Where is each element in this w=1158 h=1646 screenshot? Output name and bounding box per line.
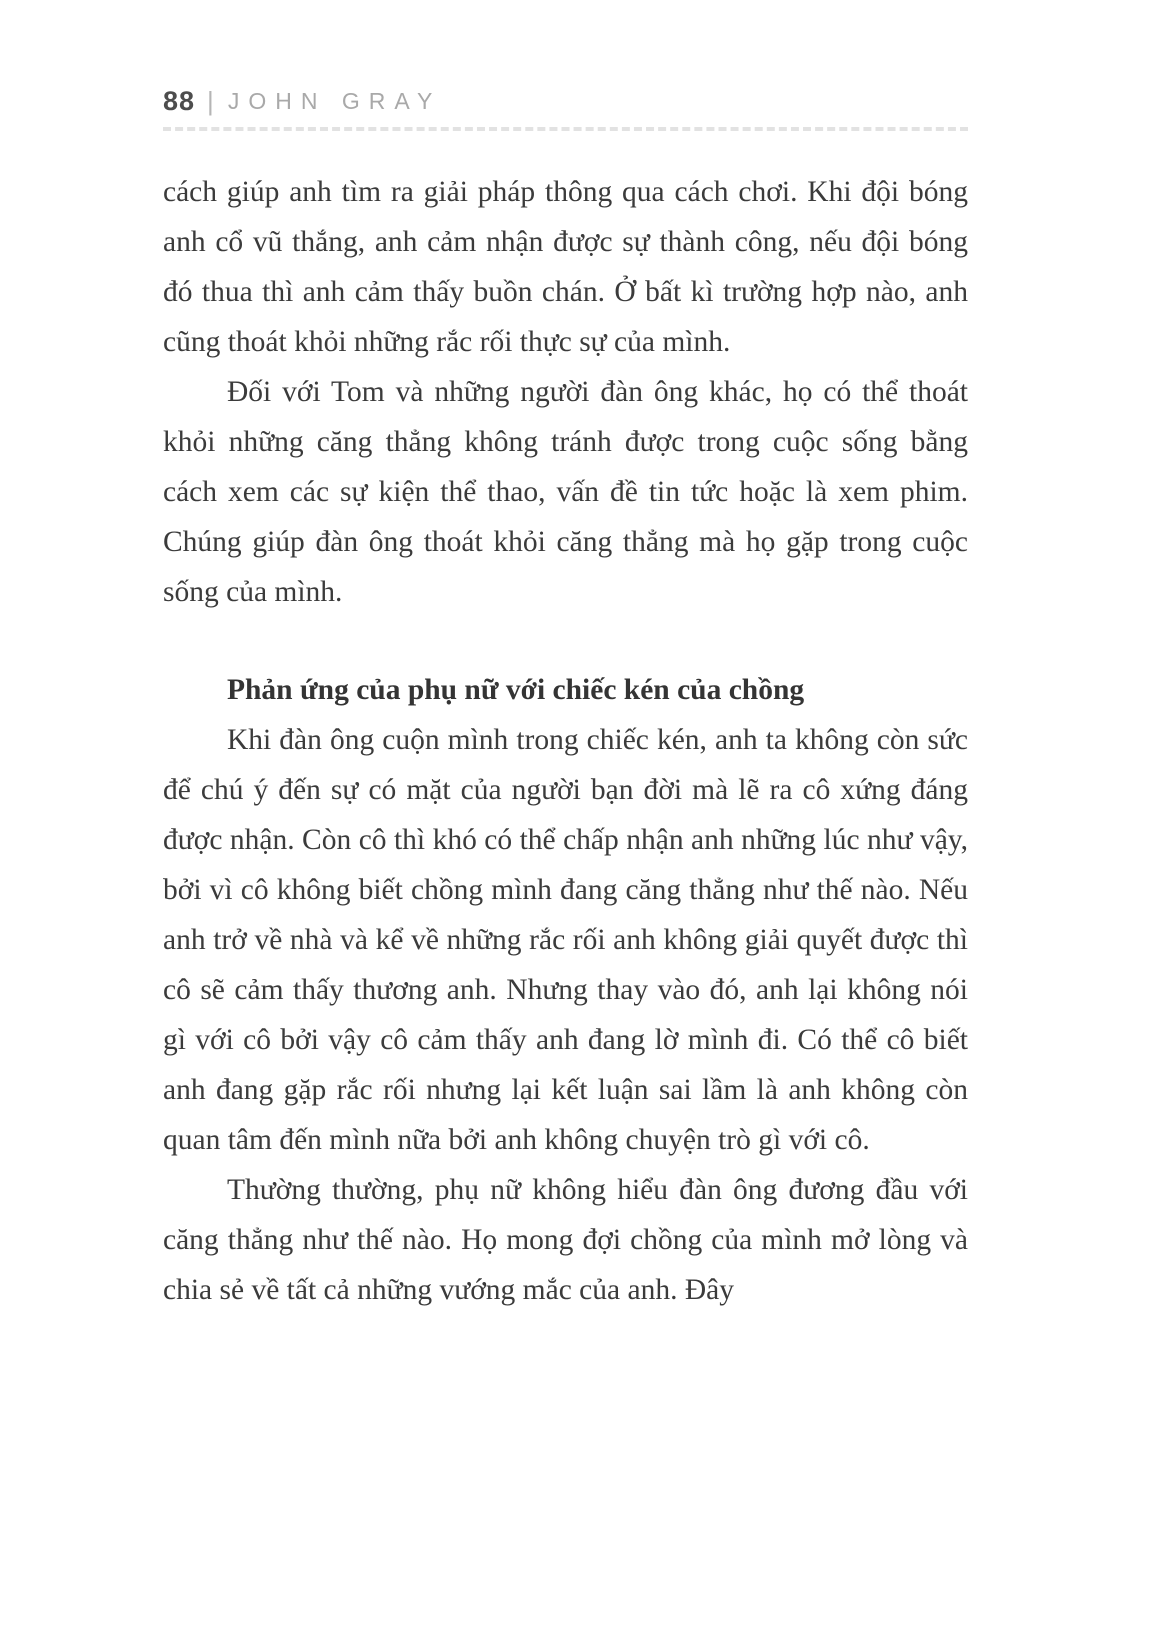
paragraph: Thường thường, phụ nữ không hiểu đàn ông đương đầu với căng thẳng như thế nào. Họ mong đợi chồng của mình mở lòng và chia sẻ về tất cả những vướng mắc của anh. Đây [163, 1174, 968, 1306]
header-separator: | [207, 86, 214, 116]
page-header [163, 86, 968, 117]
paragraph: Khi đàn ông cuộn mình trong chiếc kén, anh ta không còn sức để chú ý đến sự có mặt của người bạn đời mà lẽ ra cô xứng đáng được nhận. Còn cô thì khó có thể chấp nhận anh những lúc như vậy, bởi vì cô không biết chồng mình đang căng thẳng như thế nào. Nếu anh trở về nhà và kể về những rắc rối anh không giải quyết được thì cô sẽ cảm thấy thương anh. Nhưng thay vào đó, anh lại không nói gì với cô bởi vậy cô cảm thấy anh đang lờ mình đi. Có thể cô biết anh đang gặp rắc rối nhưng lại kết luận sai lầm là anh không còn quan tâm đến mình nữa bởi anh không chuyện trò gì với cô. [163, 724, 968, 1156]
paragraph-continuation: cách giúp anh tìm ra giải pháp thông qua cách chơi. Khi đội bóng anh cổ vũ thắng, anh cảm nhận được sự thành công, nếu đội bóng đó thua thì anh cảm thấy buồn chán. Ở bất kì trường hợp nào, anh cũng thoát khỏi những rắc rối thực sự của mình. [163, 176, 968, 358]
header-divider [163, 127, 968, 131]
page-body [163, 167, 968, 1315]
section-heading: Phản ứng của phụ nữ với chiếc kén của chồng [227, 674, 805, 706]
running-head-author: JOHN GRAY [227, 88, 442, 114]
paragraph: Đối với Tom và những người đàn ông khác, họ có thể thoát khỏi những căng thẳng không tránh được trong cuộc sống bằng cách xem các sự kiện thể thao, vấn đề tin tức hoặc là xem phim. Chúng giúp đàn ông thoát khỏi căng thẳng mà họ gặp trong cuộc sống của mình. [163, 376, 968, 608]
page-number: 88 [163, 86, 196, 116]
